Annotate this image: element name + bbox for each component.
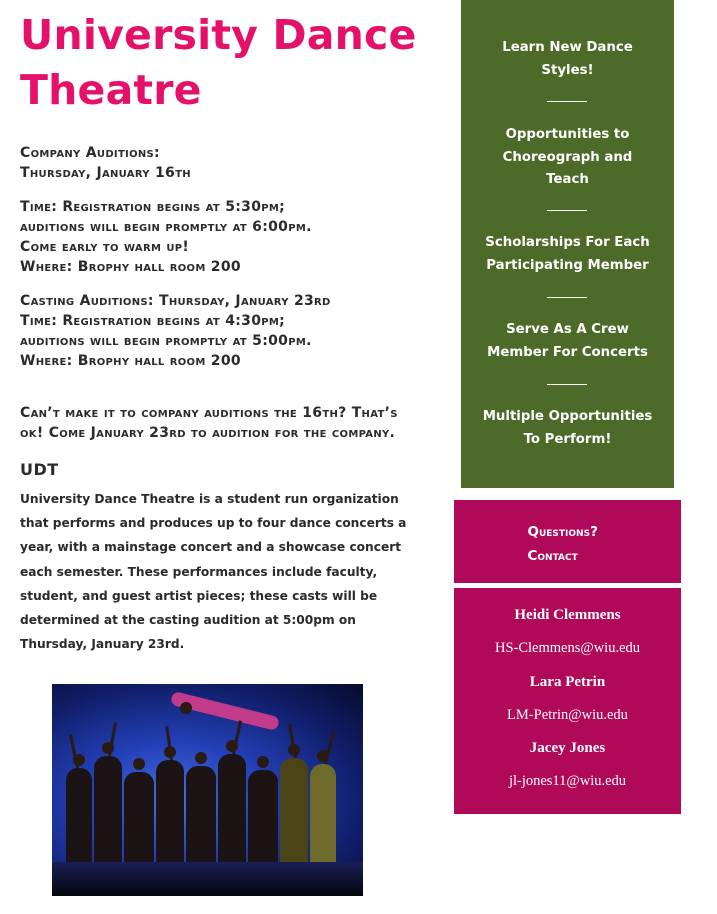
udt-line: Thursday, January 23rd. bbox=[20, 637, 185, 652]
benefit-item bbox=[461, 37, 674, 82]
contact-email[interactable]: jl-jones11@wiu.edu bbox=[508, 773, 627, 789]
alternate-audition-note bbox=[20, 403, 398, 443]
note-line-1: Can’t make it to company auditions the 16th? That’s bbox=[20, 405, 398, 421]
benefit-item bbox=[461, 406, 674, 451]
questions-heading bbox=[454, 520, 681, 568]
title-line-2: Theatre bbox=[20, 66, 202, 114]
leaping-dancer-head bbox=[180, 702, 192, 714]
casting-registration-time: Time: Registration begins at 4:30pm; bbox=[20, 313, 286, 329]
udt-line: each semester. These performances include faculty, bbox=[20, 564, 378, 579]
dancer-arm bbox=[69, 734, 79, 768]
udt-heading: UDT bbox=[20, 460, 59, 479]
casting-auditions-date: Casting Auditions: Thursday, January 23rd bbox=[20, 293, 331, 309]
note-line-2: ok! Come January 23rd to audition for the company. bbox=[20, 425, 396, 441]
udt-line: student, and guest artist pieces; these casts will be bbox=[20, 588, 378, 603]
dancer-silhouette bbox=[218, 754, 246, 868]
company-auditions-date: Thursday, January 16th bbox=[20, 165, 191, 181]
dancer-head bbox=[133, 758, 145, 770]
benefit-line: Styles! bbox=[541, 62, 594, 78]
contact-name: Heidi Clemmens bbox=[514, 607, 621, 623]
dancer-silhouette bbox=[156, 760, 184, 868]
dancer-silhouette bbox=[248, 770, 278, 868]
udt-line: University Dance Theatre is a student run organization bbox=[20, 492, 399, 506]
dancer-silhouette bbox=[124, 772, 154, 868]
company-auditions-details bbox=[20, 197, 312, 277]
benefit-item bbox=[461, 124, 674, 192]
benefit-line: Choreograph and bbox=[502, 149, 633, 165]
contact-label: Contact bbox=[527, 548, 578, 564]
company-registration-time: Time: Registration begins at 5:30pm; bbox=[20, 199, 286, 215]
benefit-divider bbox=[547, 297, 587, 298]
benefit-item bbox=[461, 232, 674, 277]
contact-name: Jacey Jones bbox=[529, 740, 606, 756]
questions-label: Questions? bbox=[527, 524, 598, 540]
benefit-line: Learn New Dance bbox=[502, 40, 633, 55]
company-auditions-label: Company Auditions: bbox=[20, 145, 160, 161]
benefit-line: Serve As A Crew bbox=[506, 322, 629, 337]
casting-auditions-details bbox=[20, 291, 331, 371]
contact-email[interactable]: HS-Clemmens@wiu.edu bbox=[494, 640, 641, 656]
company-warm-up-note: Come early to warm up! bbox=[20, 239, 190, 255]
page-title bbox=[20, 8, 450, 118]
dancer-silhouette bbox=[66, 768, 92, 868]
benefit-line: Member For Concerts bbox=[487, 344, 648, 360]
benefit-line: Participating Member bbox=[486, 257, 649, 273]
casting-location: Where: Brophy hall room 200 bbox=[20, 353, 241, 369]
stage-floor bbox=[52, 862, 363, 896]
dancer-arm bbox=[324, 731, 335, 765]
benefit-line: Multiple Opportunities bbox=[482, 409, 653, 424]
contact-name: Lara Petrin bbox=[529, 674, 606, 690]
benefits-panel bbox=[461, 0, 674, 488]
title-line-1: University Dance bbox=[20, 11, 417, 59]
udt-description bbox=[20, 487, 440, 656]
dancer-head bbox=[195, 752, 207, 764]
benefit-line: Scholarships For Each bbox=[485, 235, 650, 250]
dancer-silhouette bbox=[186, 766, 216, 868]
casting-audition-start: auditions will begin promptly at 5:00pm. bbox=[20, 333, 312, 349]
udt-line: that performs and produces up to four dance concerts a bbox=[20, 516, 407, 531]
dancer-silhouette bbox=[280, 758, 308, 868]
questions-panel bbox=[454, 500, 681, 583]
benefit-line: Opportunities to bbox=[505, 127, 630, 142]
company-audition-start: auditions will begin promptly at 6:00pm. bbox=[20, 219, 312, 235]
udt-line: determined at the casting audition at 5:00pm on bbox=[20, 613, 356, 628]
company-location: Where: Brophy hall room 200 bbox=[20, 259, 241, 275]
benefit-item bbox=[461, 319, 674, 364]
benefit-divider bbox=[547, 210, 587, 211]
udt-line: year, with a mainstage concert and a showcase concert bbox=[20, 540, 402, 555]
dancer-head bbox=[257, 756, 269, 768]
dancer-silhouette bbox=[94, 756, 122, 868]
dance-performance-photo bbox=[52, 684, 363, 896]
benefit-divider bbox=[547, 384, 587, 385]
benefit-divider bbox=[547, 101, 587, 102]
dancer-silhouette bbox=[310, 764, 336, 868]
contacts-panel bbox=[454, 588, 681, 814]
contact-email[interactable]: LM-Petrin@wiu.edu bbox=[507, 707, 628, 723]
benefit-line: Teach bbox=[546, 172, 589, 187]
benefit-line: To Perform! bbox=[523, 431, 612, 447]
company-auditions-heading bbox=[20, 143, 191, 183]
